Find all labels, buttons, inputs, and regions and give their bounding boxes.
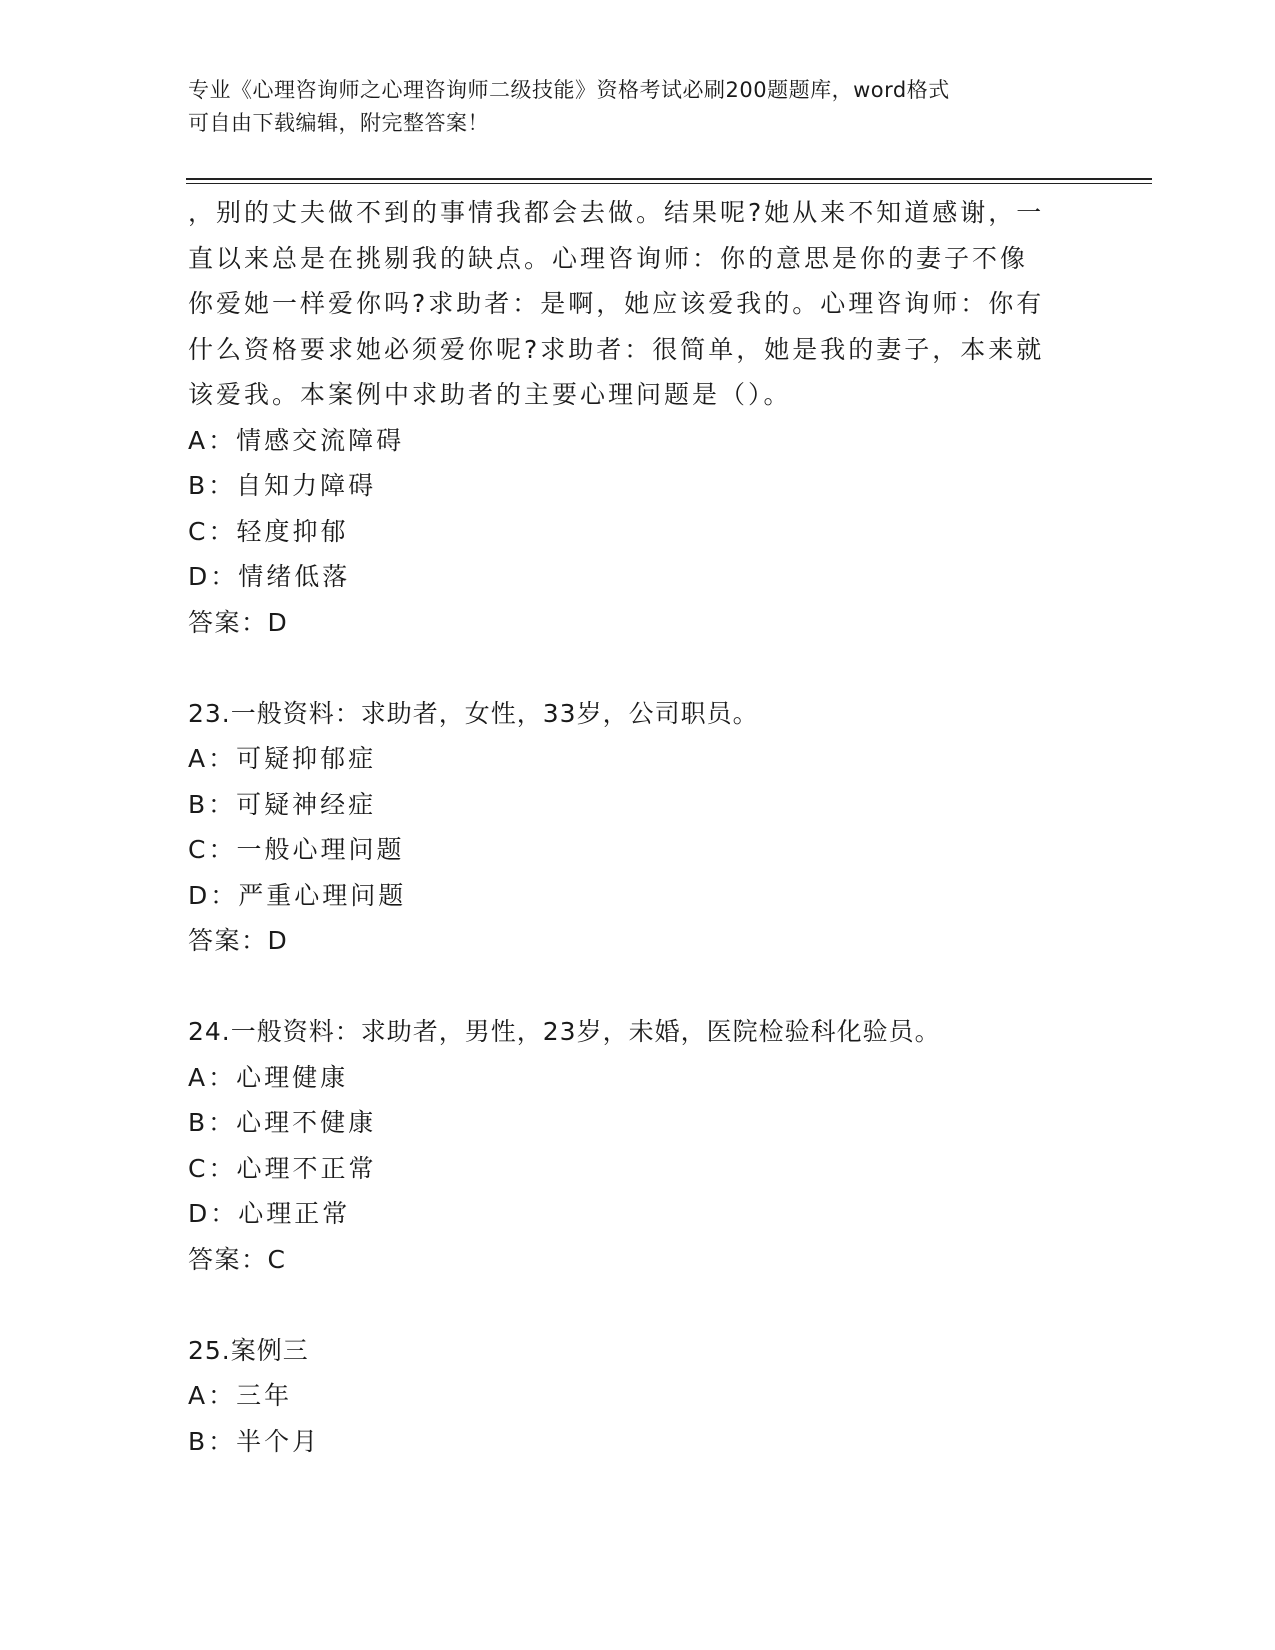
question-stem-line: 你爱她一样爱你吗?求助者：是啊，她应该爱我的。心理咨询师：你有 [188,289,1045,318]
question-stem: 23.一般资料：求助者，女性，33岁，公司职员。 [188,698,759,728]
question-stem: 24.一般资料：求助者，男性，23岁，未婚，医院检验科化验员。 [188,1017,941,1046]
answer-line: 答案：D [188,926,289,955]
question-stem: 25.案例三 [188,1335,309,1365]
document-header [188,74,1068,140]
question-stem-line: 什么资格要求她必须爱你呢?求助者：很简单，她是我的妻子，本来就 [188,334,1045,364]
question-23 [188,691,1088,964]
question-stem-line: ，别的丈夫做不到的事情我都会去做。结果呢?她从来不知道感谢，一 [188,198,1045,227]
option-d: D：心理正常 [188,1199,351,1228]
header-title-line-1: 专业《心理咨询师之心理咨询师二级技能》资格考试必刷200题题库，word格式 [188,78,950,102]
question-25 [188,1328,1088,1465]
document-body [188,190,1088,1464]
header-divider [186,178,1152,184]
option-d: D：情绪低落 [188,562,351,591]
question-22-continuation [188,190,1088,645]
option-c: C：心理不正常 [188,1153,377,1183]
option-b: B：心理不健康 [188,1108,377,1137]
option-d: D：严重心理问题 [188,880,407,910]
option-b: B：半个月 [188,1426,321,1456]
question-stem-line: 直以来总是在挑剔我的缺点。心理咨询师：你的意思是你的妻子不像 [188,243,1029,273]
option-a: A：心理健康 [188,1062,349,1092]
answer-line: 答案：C [188,1244,287,1274]
header-title-line-2: 可自由下载编辑，附完整答案！ [188,111,489,135]
option-b: B：可疑神经症 [188,789,377,819]
answer-line: 答案：D [188,607,289,637]
question-stem-line: 该爱我。本案例中求助者的主要心理问题是（）。 [188,380,792,409]
option-c: C：轻度抑郁 [188,516,349,546]
option-c: C：一般心理问题 [188,835,405,864]
question-24 [188,1009,1088,1282]
option-b: B：自知力障碍 [188,471,377,500]
option-a: A：可疑抑郁症 [188,744,377,773]
option-a: A：情感交流障碍 [188,425,405,455]
option-a: A：三年 [188,1381,293,1410]
